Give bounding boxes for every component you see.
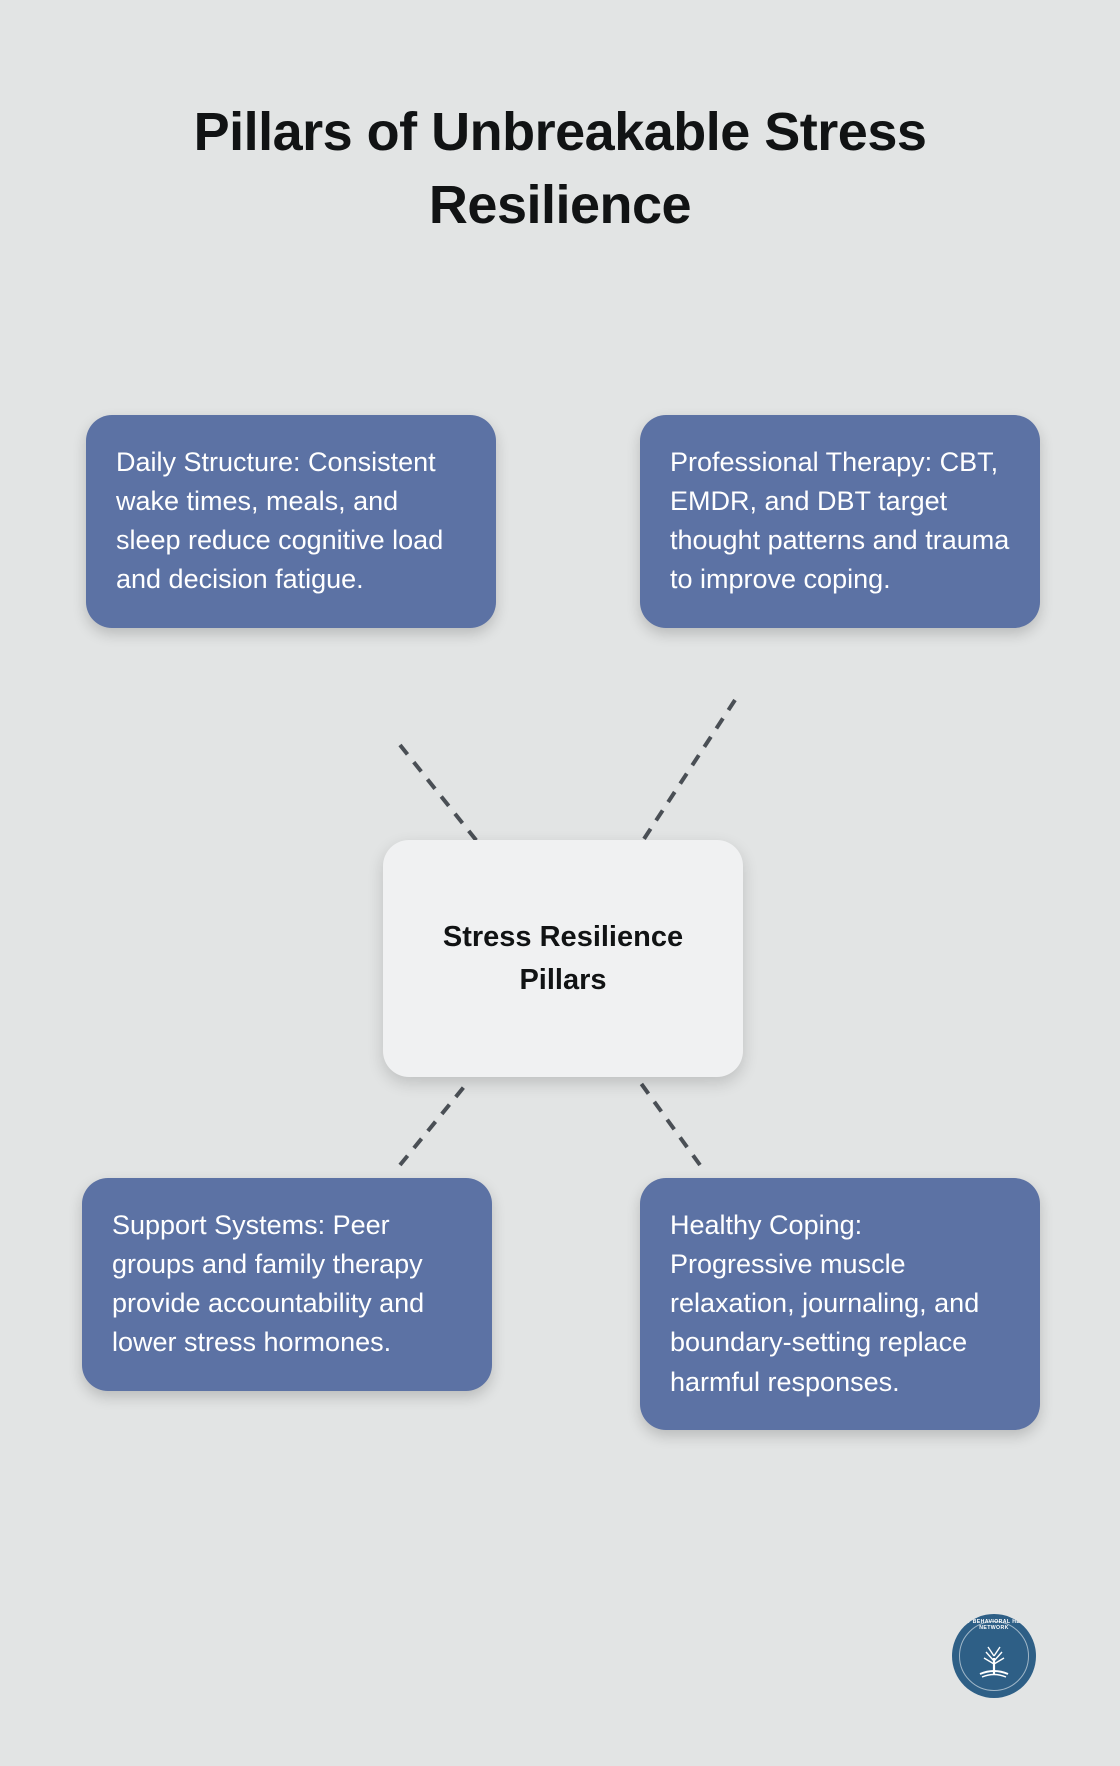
brand-logo: [952, 1614, 1036, 1698]
node-daily-structure[interactable]: Daily Structure: Consistent wake times, meals, and sleep reduce cognitive load and decision fatigue.: [86, 415, 496, 628]
center-node[interactable]: Stress Resilience Pillars: [383, 840, 743, 1077]
tree-icon: [970, 1634, 1018, 1682]
connector-top-right: [640, 700, 735, 845]
logo-circle: [952, 1614, 1036, 1698]
node-healthy-coping[interactable]: Healthy Coping: Progressive muscle relaxation, journaling, and boundary-setting replace harmful responses.: [640, 1178, 1040, 1430]
page-title: Pillars of Unbreakable Stress Resilience: [193, 102, 927, 235]
node-professional-therapy[interactable]: Professional Therapy: CBT, EMDR, and DBT target thought patterns and trauma to improve coping.: [640, 415, 1040, 628]
connector-top-left: [400, 745, 480, 845]
connector-bottom-left: [400, 1082, 468, 1165]
node-support-systems[interactable]: Support Systems: Peer groups and family therapy provide accountability and lower stress hormones.: [82, 1178, 492, 1391]
connector-bottom-right: [640, 1082, 700, 1165]
logo-text: AMITY BEHAVIORAL HEALTH NETWORK: [952, 1619, 1036, 1631]
